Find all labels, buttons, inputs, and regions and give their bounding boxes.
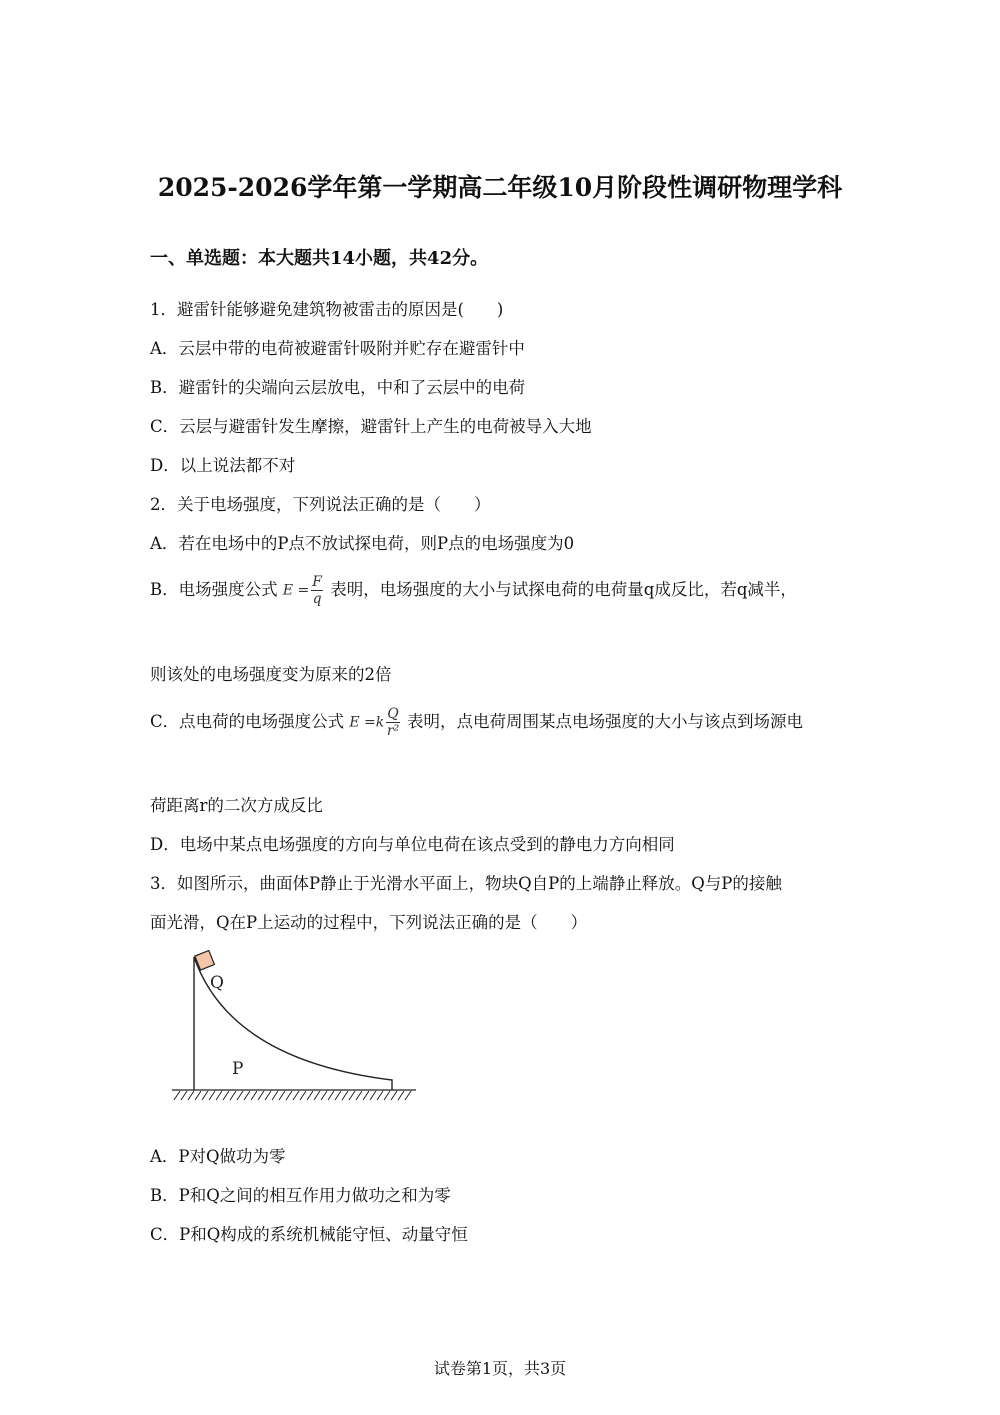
page-title: 2025-2026学年第一学期高二年级10月阶段性调研物理学科 [157,173,843,202]
q1-option-d: D．以上说法都不对 [150,456,296,475]
label-q: Q [210,973,224,993]
ground-hatching [174,1091,411,1100]
q2-option-b [150,572,797,609]
q3-stem-line1: 3．如图所示，曲面体P静止于光滑水平面上，物块Q自P的上端静止释放。Q与P的接触 [150,874,782,893]
q2-option-b-continuation: 则该处的电场强度变为原来的2倍 [150,665,392,684]
q2-option-b-suffix: 表明，电场强度的大小与试探电荷的电荷量q成反比，若q减半， [330,580,797,599]
q2-option-d: D．电场中某点电场强度的方向与单位电荷在该点受到的静电力方向相同 [150,835,675,854]
q2-option-c [150,704,803,741]
q2-formula-lhs: E = [282,582,310,599]
q3-figure [170,950,420,1105]
q3-stem-line2: 面光滑，Q在P上运动的过程中，下列说法正确的是（ ） [150,913,588,932]
q2-formula-fraction [311,574,323,607]
q2-formula2-lhs: E =k [349,714,385,731]
q1-option-b: B．避雷针的尖端向云层放电，中和了云层中的电荷 [150,378,526,397]
q2-option-b-prefix: B．电场强度公式 [150,580,278,599]
section-heading: 一、单选题：本大题共14小题，共42分。 [150,248,489,269]
q1-option-a: A．云层中带的电荷被避雷针吸附并贮存在避雷针中 [150,339,525,358]
q2-formula2-numerator: Q [387,706,399,722]
label-p: P [232,1059,244,1079]
q1-stem: 1．避雷针能够避免建筑物被雷击的原因是( ) [150,300,504,319]
q1-option-c: C．云层与避雷针发生摩擦，避雷针上产生的电荷被导入大地 [150,417,592,436]
q3-option-c: C．P和Q构成的系统机械能守恒、动量守恒 [150,1225,468,1244]
q2-option-c-continuation: 荷距离r的二次方成反比 [150,796,323,815]
q2-formula-denominator: q [312,591,322,607]
q2-option-a: A．若在电场中的P点不放试探电荷，则P点的电场强度为0 [150,534,575,553]
q2-formula-numerator: F [312,574,323,590]
page-footer: 试卷第1页，共3页 [433,1359,567,1378]
q2-stem: 2．关于电场强度，下列说法正确的是（ ） [150,495,491,514]
q2-option-c-prefix: C．点电荷的电场强度公式 [150,712,345,731]
q3-option-a: A．P对Q做功为零 [150,1147,286,1166]
q2-formula2-denominator: r² [386,723,400,739]
q2-formula2-fraction [386,706,399,739]
q2-option-c-suffix: 表明，点电荷周围某点电场强度的大小与该点到场源电 [407,712,803,731]
q3-option-b: B．P和Q之间的相互作用力做功之和为零 [150,1186,451,1205]
